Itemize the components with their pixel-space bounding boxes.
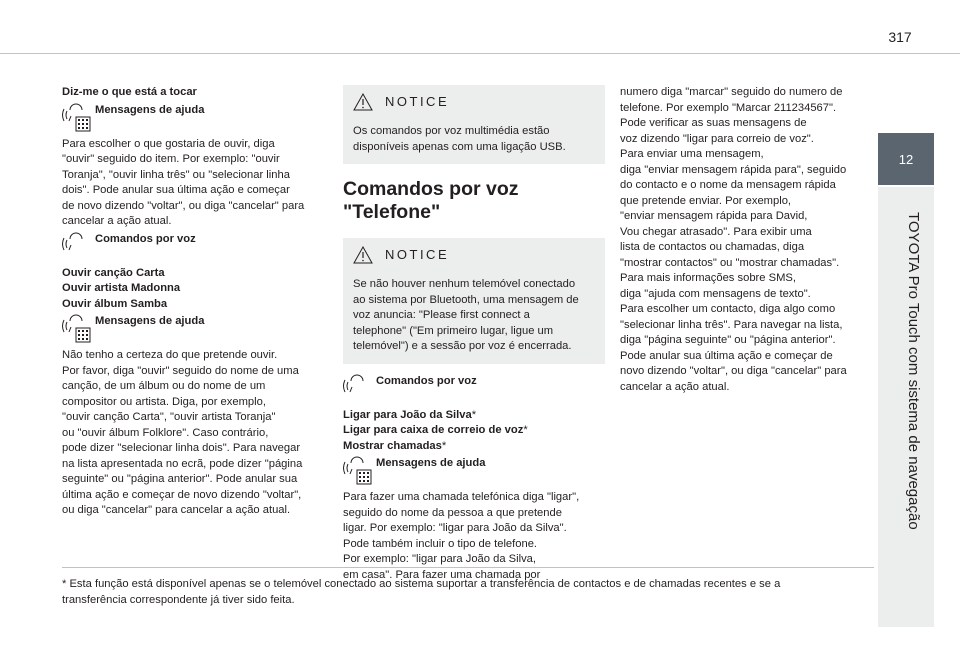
command-text: Ouvir artista Madonna	[62, 282, 181, 294]
notice-line: disponíveis apenas com uma ligação USB.	[353, 140, 566, 153]
notice-box	[343, 238, 605, 364]
paragraph-line: cancelar a ação atual.	[620, 380, 730, 393]
warning-icon	[353, 93, 373, 111]
paragraph-line: que pretende enviar. Por exemplo,	[620, 194, 792, 207]
command-text: Ouvir canção Carta	[62, 266, 165, 279]
paragraph-line: Para mais informações sobre SMS,	[620, 272, 796, 284]
paragraph-line: Para escolher o que gostaria de ouvir, diga	[62, 137, 275, 150]
voice-help-icon	[62, 103, 92, 133]
notice-box	[343, 85, 605, 164]
paragraph-line: diga "enviar mensagem rápida para", seguido	[620, 163, 847, 176]
notice-header	[353, 246, 595, 264]
notice-header	[353, 93, 595, 111]
left-column	[62, 85, 327, 519]
section-title-line: "Telefone"	[343, 201, 441, 223]
footnote-line: * Esta função está disponível apenas se o telemóvel conectado ao sistema suportar a transferência de contactos e de chamadas recentes e se a	[62, 578, 781, 590]
heading-label: Comandos por voz	[95, 232, 196, 245]
heading-label: Mensagens de ajuda	[95, 315, 205, 327]
notice-line: voz anuncia: "Please first connect a	[353, 309, 530, 321]
notice-line: ao sistema por Bluetooth, uma mensagem de	[353, 293, 579, 306]
paragraph-line: Por favor, diga "ouvir" seguido do nome de uma	[62, 364, 299, 377]
paragraph-line: na lista apresentada no ecrã, pode dizer "página	[62, 457, 303, 470]
footnote-line: transferência correspondente já tiver sido feita.	[62, 593, 295, 606]
paragraph-line: Não tenho a certeza do que pretende ouvir.	[62, 349, 278, 361]
paragraph-line: telefone. Por exemplo "Marcar 211234567".	[620, 101, 837, 114]
paragraph-line: ou "ouvir álbum Folklore". Caso contrário,	[62, 426, 269, 439]
paragraph-line: seguido do nome da pessoa a que pretende	[343, 506, 562, 519]
notice-line: Os comandos por voz multimédia estão	[353, 125, 550, 137]
paragraph-line: diga "ajuda com mensagens de texto".	[620, 287, 811, 300]
paragraph-line: Por exemplo: "ligar para João da Silva,	[343, 553, 537, 565]
page-number: 317	[888, 29, 912, 45]
chapter-title: TOYOTA Pro Touch com sistema de navegação	[905, 212, 922, 530]
command-text: Mostrar chamadas	[343, 439, 442, 452]
paragraph-line: cancelar a ação atual.	[62, 215, 172, 227]
notice-line: Se não houver nenhum telemóvel conectado	[353, 278, 576, 290]
paragraph-line: Para escolher um contacto, diga algo como	[620, 303, 836, 315]
paragraph-line: novo dizendo "voltar", ou diga "cancelar" para	[620, 365, 847, 377]
notice-line: telephone" ("Em primeiro lugar, ligue um	[353, 324, 554, 337]
command-text: Ligar para caixa de correio de voz	[343, 424, 524, 436]
paragraph-line: Para fazer uma chamada telefónica diga "ligar",	[343, 491, 580, 503]
command-text: Ouvir álbum Samba	[62, 297, 168, 310]
footnote-divider	[62, 567, 874, 568]
paragraph-line: dois". Pode anular sua última ação e começar	[62, 184, 290, 196]
command-line	[343, 423, 605, 439]
paragraph-line: Para enviar uma mensagem,	[620, 148, 764, 160]
command-line	[343, 408, 605, 424]
paragraph-line: em casa". Para fazer uma chamada por	[343, 568, 541, 581]
paragraph-line: Pode anular sua última ação e começar de	[620, 349, 833, 362]
heading-label: Mensagens de ajuda	[376, 457, 486, 469]
paragraph-line: pode dizer "selecionar linha dois". Para navegar	[62, 442, 301, 454]
heading-label: Comandos por voz	[376, 374, 477, 387]
middle-column	[343, 85, 605, 583]
right-column	[620, 85, 872, 395]
command-line	[343, 439, 605, 455]
notice-title: NOTICE	[385, 247, 450, 263]
paragraph-line: numero diga "marcar" seguido do numero de	[620, 86, 843, 98]
paragraph-line: ligar. Por exemplo: "ligar para João da Silva".	[343, 522, 567, 534]
voice-commands-heading	[62, 232, 327, 262]
paragraph-line: compositor ou artista. Diga, por exemplo,	[62, 395, 266, 408]
paragraph-line: "mostrar contactos" ou "mostrar chamadas".	[620, 256, 840, 269]
notice-title: NOTICE	[385, 94, 450, 110]
command-text: Diz-me o que está a tocar	[62, 86, 197, 98]
paragraph-line: diga "página seguinte" ou "página anterior".	[620, 334, 836, 346]
warning-icon	[353, 246, 373, 264]
footnote	[62, 577, 862, 608]
voice-command-icon	[343, 374, 373, 404]
paragraph-line: ou diga "cancelar" para cancelar a ação atual.	[62, 504, 291, 516]
voice-help-icon	[343, 456, 373, 486]
paragraph-line: "selecionar linha três". Para navegar na lista,	[620, 318, 843, 331]
paragraph-line: Vou chegar atrasado". Para exibir uma	[620, 225, 812, 238]
paragraph-line: "enviar mensagem rápida para David,	[620, 210, 808, 222]
section-title-line: Comandos por voz	[343, 178, 519, 200]
paragraph-line: "ouvir" seguido do item. Por exemplo: "ouvir	[62, 153, 280, 165]
paragraph-line: lista de contactos ou chamadas, diga	[620, 241, 805, 253]
paragraph-line: canção, de um álbum ou do nome de um	[62, 380, 266, 392]
voice-commands-heading	[343, 374, 605, 404]
asterisk: *	[441, 439, 447, 452]
command-text: Ligar para João da Silva	[343, 408, 472, 421]
paragraph-line: do contacto e o nome da mensagem rápida	[620, 179, 836, 191]
heading-label: Mensagens de ajuda	[95, 103, 205, 116]
notice-line: telemóvel") e a sessão por voz é encerrada.	[353, 340, 572, 352]
asterisk: *	[523, 424, 528, 436]
chapter-tab: 12	[878, 133, 934, 185]
paragraph-line: última ação e começar de novo dizendo "voltar",	[62, 488, 302, 501]
paragraph-line: seguinte" ou "página anterior". Pode anular sua	[62, 473, 298, 485]
header-divider	[0, 53, 960, 54]
section-title	[343, 178, 605, 224]
help-messages-heading	[62, 314, 327, 344]
paragraph-line: Pode também incluir o tipo de telefone.	[343, 537, 538, 550]
paragraph-line: Pode verificar as suas mensagens de	[620, 117, 807, 129]
help-messages-heading	[62, 103, 327, 133]
help-messages-heading	[343, 456, 605, 486]
paragraph-line: "ouvir canção Carta", "ouvir artista Toranja"	[62, 411, 276, 423]
voice-command-icon	[62, 232, 92, 262]
paragraph-line: de novo dizendo "voltar", ou diga "cancelar" para	[62, 199, 305, 212]
asterisk: *	[471, 408, 477, 421]
voice-help-icon	[62, 314, 92, 344]
paragraph-line: Toranja", "ouvir linha três" ou "selecionar linha	[62, 168, 290, 181]
paragraph-line: voz dizendo "ligar para correio de voz".	[620, 132, 814, 145]
